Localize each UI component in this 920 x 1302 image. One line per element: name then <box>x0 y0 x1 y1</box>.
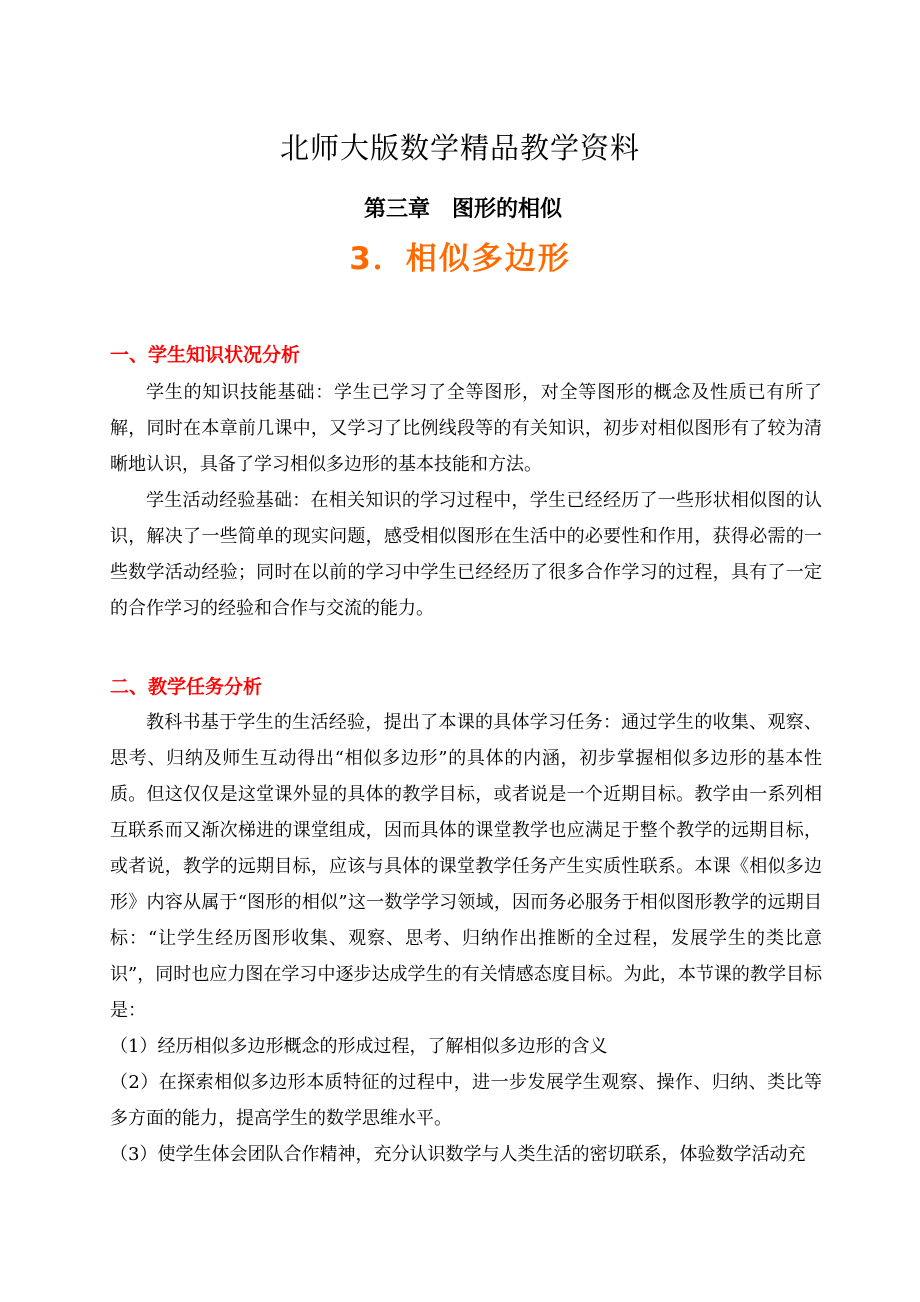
lesson-title: 3．相似多边形 <box>349 241 571 277</box>
main-title: 北师大版数学精品教学资料 <box>279 131 640 165</box>
section-heading-1: 一、学生知识状况分析 <box>110 344 301 366</box>
objective-item-2: （2）在探索相似多边形本质特征的过程中，进一步发展学生观察、操作、归纳、类比等多方面的能力，提高学生的数学思维水平。 <box>110 1072 822 1129</box>
objective-item-1: （1）经历相似多边形概念的形成过程，了解相似多边形的含义 <box>110 1036 608 1057</box>
paragraph-task-analysis: 教科书基于学生的生活经验，提出了本课的具体学习任务：通过学生的收集、观察、思考、归纳及师生互动得出“相似多边形”的具体的内涵，初步掌握相似多边形的基本性质。但这仅仅是这堂课外显的具体的教学目标，或者说是一个近期目标。教学由一系列相互联系而又渐次梯进的课堂组成，因而具体的课堂教学也应满足于整个教学的远期目标，或者说，教学的远期目标，应该与具体的课堂教学任务产生实质性联系。本课《相似多边形》内容从属于“图形的相似”这一数学学习领域，因而务必服务于相似图形教学的远期目标：“让学生经历图形收集、观察、思考、归纳作出推断的全过程，发展学生的类比意识”，同时也应力图在学习中逐步达成学生的有关情感态度目标。为此，本节课的教学目标是： <box>110 712 822 1021</box>
paragraph-activity-experience: 学生活动经验基础：在相关知识的学习过程中，学生已经经历了一些形状相似图的认识，解决了一些简单的现实问题，感受相似图形在生活中的必要性和作用，获得必需的一些数学活动经验；同时在以前的学习中学生已经经历了很多合作学习的过程，具有了一定的合作学习的经验和合作与交流的能力。 <box>110 490 822 619</box>
paragraph-knowledge-basis: 学生的知识技能基础：学生已学习了全等图形，对全等图形的概念及性质已有所了解，同时在本章前几课中，又学习了比例线段等的有关知识，初步对相似图形有了较为清晰地认识，具备了学习相似多边形的基本技能和方法。 <box>110 382 822 475</box>
chapter-title: 第三章 图形的相似 <box>363 197 562 222</box>
objective-item-3: （3）使学生体会团队合作精神，充分认识数学与人类生活的密切联系，体验数学活动充 <box>110 1144 806 1165</box>
section-heading-2: 二、教学任务分析 <box>110 676 263 698</box>
